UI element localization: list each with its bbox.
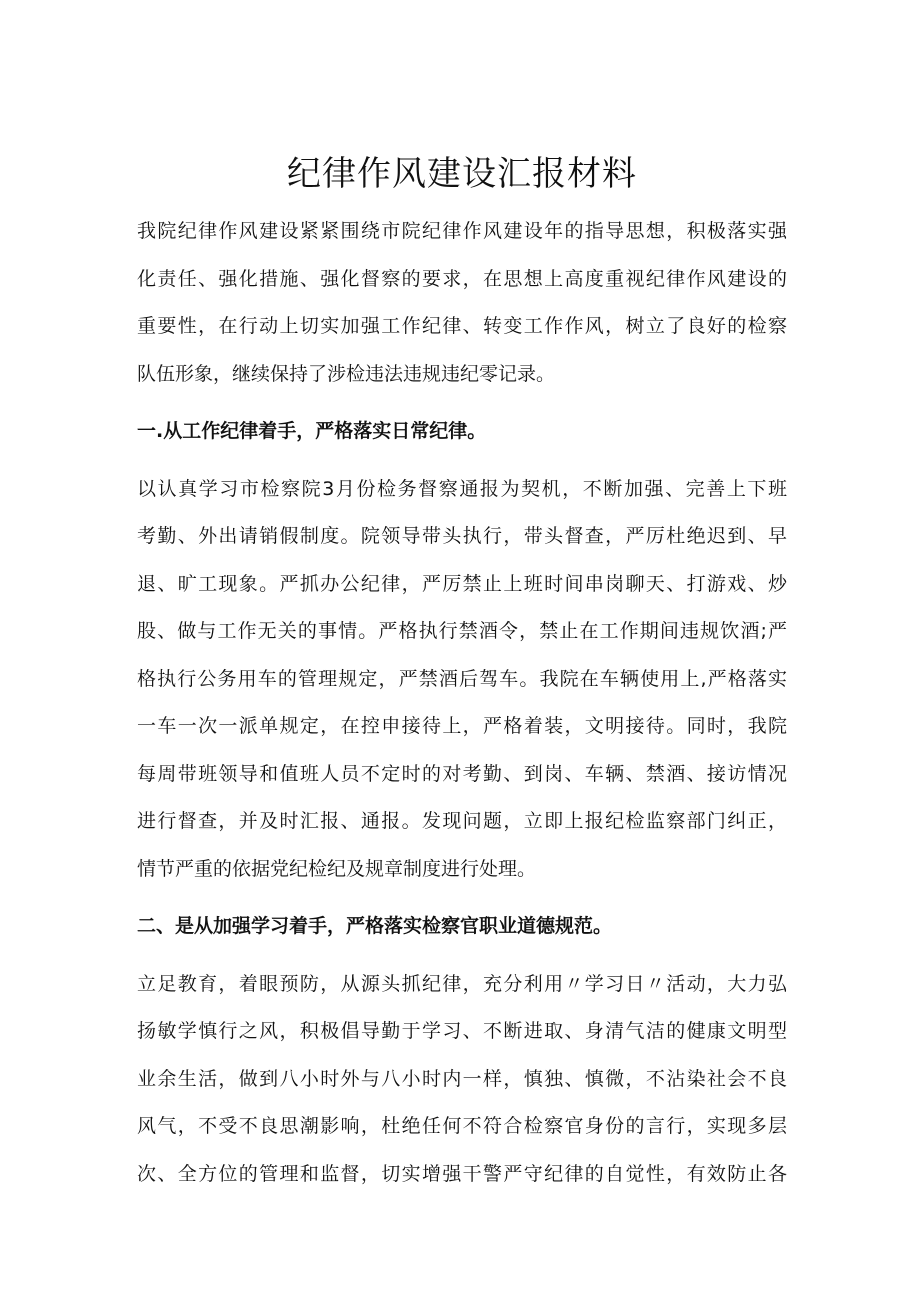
section-1-paragraph <box>137 466 787 894</box>
paragraph-line: 风气，不受不良思潮影响，杜绝任何不符合检察官身份的言行，实现多层 <box>137 1115 787 1137</box>
paragraph-line: 重要性，在行动上切实加强工作纪律、转变工作作风，树立了良好的检察 <box>137 315 787 337</box>
paragraph-line: 格执行公务用车的管理规定，严禁酒后驾车。我院在车辆使用上,严格落实 <box>137 667 787 690</box>
section-heading-2 <box>137 903 787 951</box>
paragraph-line: 次、全方位的管理和监督，切实增强干警严守纪律的自觉性，有效防止各 <box>137 1162 787 1185</box>
paragraph-line: 退、旷工现象。严抓办公纪律，严厉禁止上班时间串岗聊天、打游戏、炒 <box>137 572 787 595</box>
heading-text: 二、是从加强学习着手，严格落实检察官职业道德规范。 <box>137 915 613 937</box>
paragraph-line: 情节严重的依据党纪检纪及规章制度进行处理。 <box>137 857 537 880</box>
paragraph-line: 考勤、外出请销假制度。院领导带头执行，带头督查，严厉杜绝迟到、早 <box>137 525 787 547</box>
document-page <box>137 150 787 1198</box>
paragraph-line: 我院纪律作风建设紧紧围绕市院纪律作风建设年的指导思想，积极落实强 <box>137 220 787 242</box>
paragraph-line: 化责任、强化措施、强化督察的要求，在思想上高度重视纪律作风建设的 <box>137 267 787 290</box>
paragraph-line: 立足教育，着眼预防，从源头抓纪律，充分利用〃学习日〃活动，大力弘 <box>137 972 787 995</box>
paragraph-line: 一车一次一派单规定，在控申接待上，严格着装，文明接待。同时，我院 <box>137 715 787 737</box>
document-title: 纪律作风建设汇报材料 <box>287 154 637 194</box>
paragraph-line: 业余生活，做到八小时外与八小时内一样，慎独、慎微，不沾染社会不良 <box>137 1067 787 1090</box>
paragraph-line: 进行督查，并及时汇报、通报。发现问题，立即上报纪检监察部门纠正， <box>137 810 787 832</box>
section-2-paragraph <box>137 961 787 1199</box>
paragraph-line: 以认真学习市检察院3月份检务督察通报为契机，不断加强、完善上下班 <box>137 477 787 500</box>
intro-paragraph <box>137 208 787 398</box>
paragraph-line: 股、做与工作无关的事情。严格执行禁酒令，禁止在工作期间违规饮酒;严 <box>137 620 787 642</box>
heading-text: 一.从工作纪律着手，严格落实日常纪律。 <box>137 420 487 442</box>
section-heading-1 <box>137 408 787 456</box>
paragraph-line: 队伍形象，继续保持了涉检违法违规违纪零记录。 <box>137 362 556 385</box>
paragraph-line: 每周带班领导和值班人员不定时的对考勤、到岗、车辆、禁酒、接访情况 <box>137 762 787 785</box>
paragraph-line: 扬敏学慎行之风，积极倡导勤于学习、不断进取、身清气洁的健康文明型 <box>137 1020 787 1042</box>
